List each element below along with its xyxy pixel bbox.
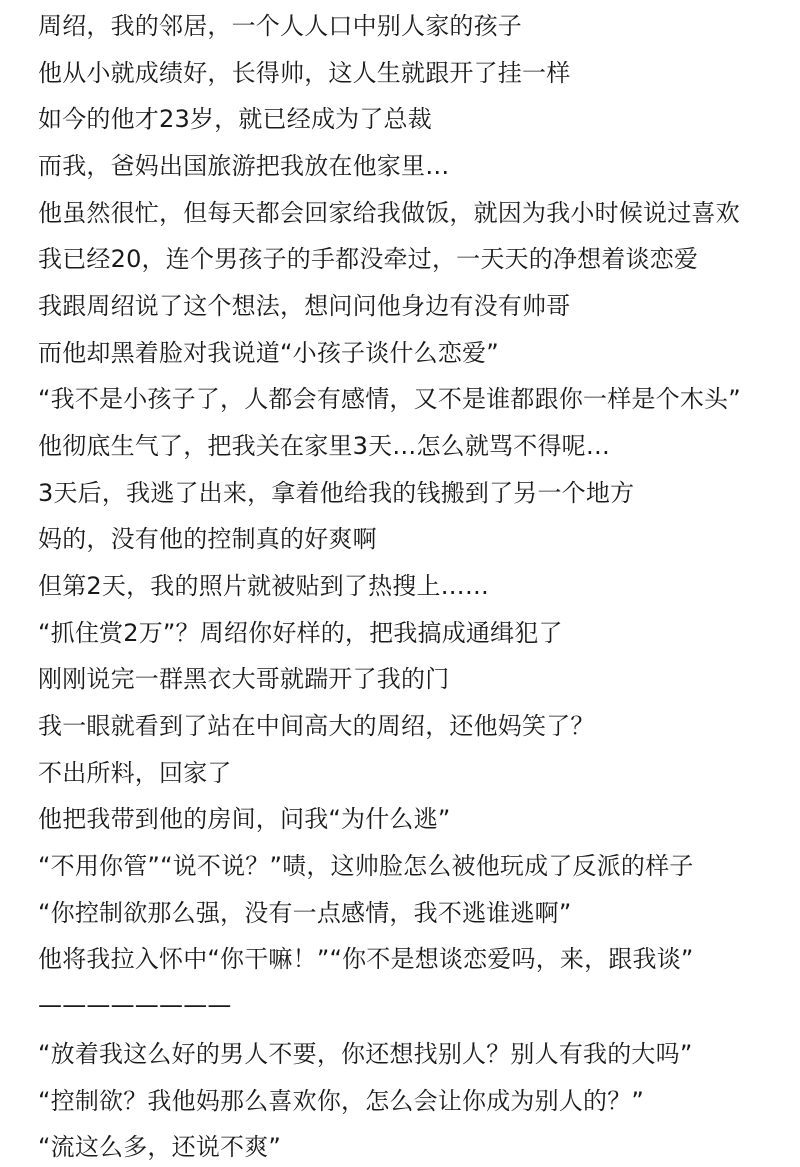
story-line: “你控制欲那么强，没有一点感情，我不逃谁逃啊” <box>38 899 572 927</box>
story-line: 我跟周绍说了这个想法，想问问他身边有没有帅哥 <box>38 292 571 320</box>
story-line: 而我，爸妈出国旅游把我放在他家里… <box>38 152 450 180</box>
story-line: “流这么多，还说不爽” <box>38 1133 282 1161</box>
story-line: 如今的他才23岁，就已经成为了总裁 <box>38 105 432 133</box>
section-divider: ———————— <box>38 991 232 1019</box>
story-line: “控制欲？我他妈那么喜欢你，怎么会让你成为别人的？” <box>38 1087 645 1115</box>
story-line: 而他却黑着脸对我说道“小孩子谈什么恋爱” <box>38 339 499 367</box>
story-line: “不用你管”“说不说？”啧，这帅脸怎么被他玩成了反派的样子 <box>38 852 694 880</box>
story-line: 3天后，我逃了出来，拿着他给我的钱搬到了另一个地方 <box>38 479 635 507</box>
story-line: 不出所料，回家了 <box>38 759 232 787</box>
story-line: “放着我这么好的男人不要，你还想找别人？别人有我的大吗” <box>38 1040 693 1068</box>
story-line: “抓住赏2万”？周绍你好样的，把我搞成通缉犯了 <box>38 619 563 647</box>
story-line: 我一眼就看到了站在中间高大的周绍，还他妈笑了？ <box>38 712 595 740</box>
story-line: 他虽然很忙，但每天都会回家给我做饭，就因为我小时候说过喜欢 <box>38 199 740 227</box>
story-line: 周绍，我的邻居，一个人人口中别人家的孩子 <box>38 12 522 40</box>
story-line: 他从小就成绩好，长得帅，这人生就跟开了挂一样 <box>38 59 571 87</box>
story-line: 我已经20，连个男孩子的手都没牵过，一天天的净想着谈恋爱 <box>38 245 699 273</box>
story-line: 刚刚说完一群黑衣大哥就踹开了我的门 <box>38 665 450 693</box>
story-line: 但第2天，我的照片就被贴到了热搜上…… <box>38 572 490 600</box>
story-line: 他把我带到他的房间，问我“为什么逃” <box>38 805 451 833</box>
story-line: 他将我拉入怀中“你干嘛！”“你不是想谈恋爱吗，来，跟我谈” <box>38 945 694 973</box>
story-line: “我不是小孩子了，人都会有感情，又不是谁都跟你一样是个木头” <box>38 385 741 413</box>
story-line: 他彻底生气了，把我关在家里3天…怎么就骂不得呢… <box>38 432 611 460</box>
story-line: 妈的，没有他的控制真的好爽啊 <box>38 525 377 553</box>
